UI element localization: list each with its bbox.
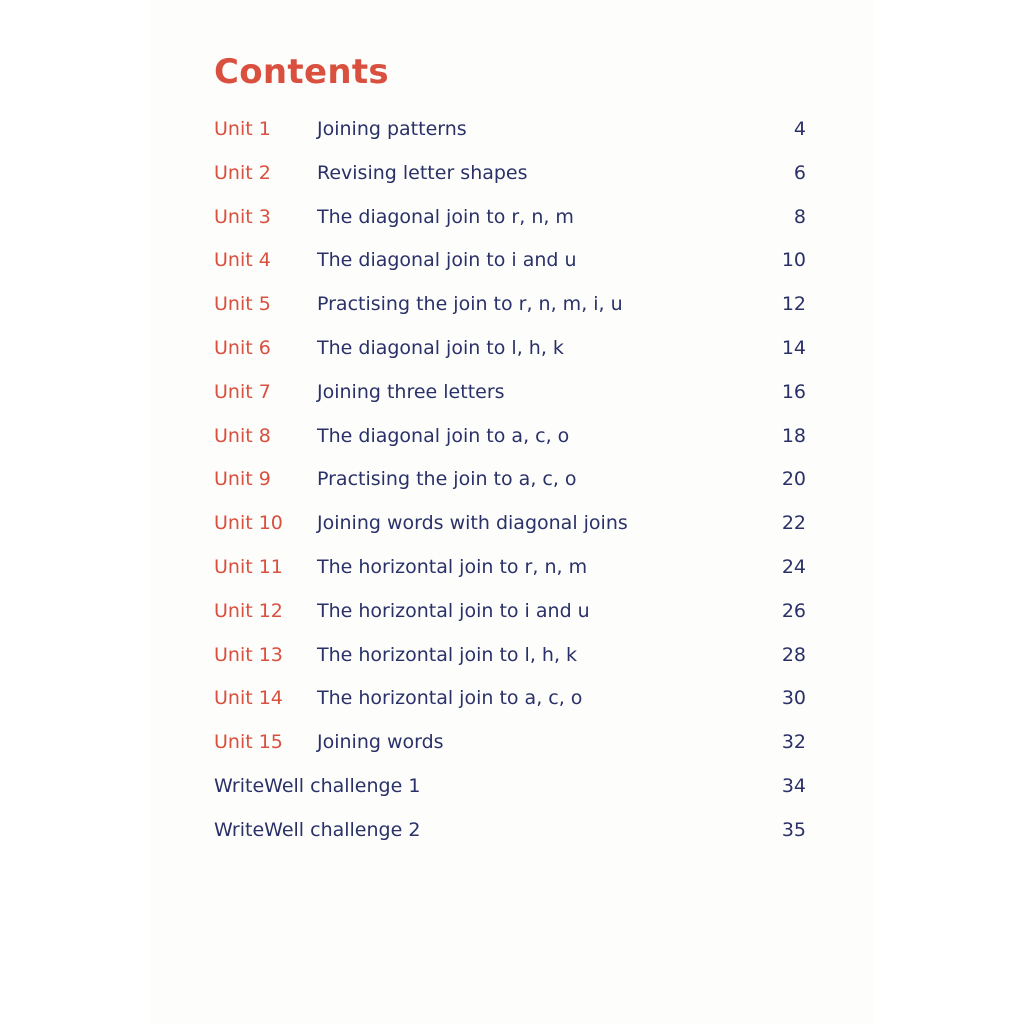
unit-label: Unit 3	[214, 205, 271, 228]
unit-topic: Joining words	[317, 731, 444, 754]
unit-label: Unit 14	[214, 687, 283, 710]
page-number: 4	[793, 118, 806, 140]
page-number: 22	[781, 512, 806, 535]
contents-row[interactable]	[214, 677, 806, 721]
page-number: 12	[781, 293, 806, 316]
contents-row[interactable]	[214, 502, 806, 546]
page-number: 28	[781, 643, 806, 666]
unit-topic: Practising the join to a, c, o	[317, 468, 577, 491]
page-number: 6	[793, 161, 806, 184]
challenge-row[interactable]	[214, 765, 806, 809]
page-number: 34	[781, 774, 806, 797]
page-number: 14	[781, 336, 806, 359]
page-number: 24	[781, 555, 806, 578]
page-number: 35	[781, 818, 806, 841]
contents-row[interactable]	[214, 196, 806, 240]
contents-row[interactable]	[214, 108, 806, 152]
unit-label: Unit 4	[214, 249, 271, 272]
unit-topic: Practising the join to r, n, m, i, u	[317, 293, 623, 316]
page-number: 10	[781, 249, 806, 272]
unit-topic: The diagonal join to a, c, o	[317, 424, 570, 447]
unit-label: Unit 10	[214, 512, 283, 535]
challenge-label: WriteWell challenge 1	[214, 774, 421, 797]
unit-label: Unit 15	[214, 731, 283, 754]
unit-topic: The diagonal join to r, n, m	[317, 205, 574, 228]
unit-topic: Joining words with diagonal joins	[317, 512, 628, 535]
contents-row[interactable]	[214, 152, 806, 196]
contents-row[interactable]	[214, 415, 806, 459]
page-number: 16	[781, 380, 806, 403]
unit-topic: Joining three letters	[317, 380, 505, 403]
unit-label: Unit 1	[214, 118, 271, 140]
contents-row[interactable]	[214, 283, 806, 327]
unit-topic: The horizontal join to r, n, m	[317, 555, 588, 578]
page-number: 18	[781, 424, 806, 447]
contents-row[interactable]	[214, 634, 806, 678]
unit-topic: Revising letter shapes	[317, 161, 528, 184]
unit-topic: The diagonal join to i and u	[317, 249, 577, 272]
challenge-row[interactable]	[214, 809, 806, 853]
unit-label: Unit 13	[214, 643, 283, 666]
contents-row[interactable]	[214, 327, 806, 371]
unit-topic: The horizontal join to l, h, k	[317, 643, 578, 666]
unit-label: Unit 6	[214, 336, 271, 359]
contents-list	[214, 108, 806, 853]
unit-label: Unit 5	[214, 293, 271, 316]
page-number: 8	[793, 205, 806, 228]
unit-label: Unit 12	[214, 599, 283, 622]
page-number: 32	[781, 731, 806, 754]
contents-row[interactable]	[214, 590, 806, 634]
unit-topic: The horizontal join to a, c, o	[317, 687, 583, 710]
contents-row[interactable]	[214, 721, 806, 765]
unit-label: Unit 11	[214, 555, 283, 578]
unit-label: Unit 2	[214, 161, 271, 184]
page-number: 30	[781, 687, 806, 710]
unit-label: Unit 8	[214, 424, 271, 447]
unit-label: Unit 9	[214, 468, 271, 491]
page-number: 20	[781, 468, 806, 491]
contents-row[interactable]	[214, 239, 806, 283]
contents-row[interactable]	[214, 546, 806, 590]
contents-row[interactable]	[214, 458, 806, 502]
page-number: 26	[781, 599, 806, 622]
page-title: Contents	[214, 52, 389, 92]
unit-label: Unit 7	[214, 380, 271, 403]
challenge-label: WriteWell challenge 2	[214, 818, 421, 841]
unit-topic: The diagonal join to l, h, k	[317, 336, 564, 359]
contents-row[interactable]	[214, 371, 806, 415]
unit-topic: The horizontal join to i and u	[317, 599, 590, 622]
unit-topic: Joining patterns	[317, 118, 467, 140]
